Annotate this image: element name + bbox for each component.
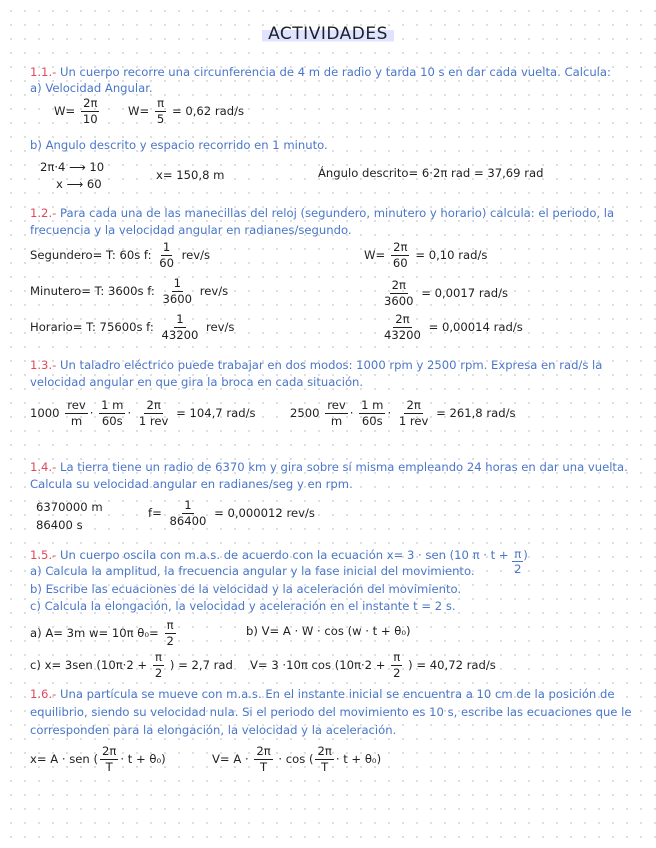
question-1-6-line-3: corresponden para la elongación, la velocidad y la aceleración. (30, 723, 397, 737)
numerator: 1 (184, 498, 192, 512)
q13-calc-a: 1000 $\frac{\text{rev}}{m}$ · $\frac{1 m}{60s}$ · $\frac{2\pi}{\text{1 rev}}$ = 104,7 rad/s (30, 398, 256, 428)
denominator: 2 (514, 562, 522, 576)
fraction (167, 498, 208, 529)
answer-text: V= 3 ·10π cos (10π·2 + (250, 658, 386, 672)
question-text: Una partícula se mueve con m.a.s. En el instante inicial se encuentra a 10 cm de la posición de (60, 687, 615, 701)
numerator: 2π (101, 744, 117, 758)
numerator: π (393, 650, 401, 664)
q15-answer-c2 (250, 650, 496, 681)
numerator: 1 (173, 276, 181, 290)
q16-x-equation (30, 744, 166, 775)
numerator: 1 (176, 312, 184, 326)
question-text: Un cuerpo recorre una circunferencia de 4 m de radio y tarda 10 s en dar cada vuelta. Calcula: (60, 65, 611, 79)
denominator: 86400 (169, 514, 207, 528)
numerator: 1 m (101, 398, 124, 412)
fraction (153, 650, 164, 681)
denominator: 1 rev (398, 414, 429, 428)
q11-x-result: x= 150,8 m (156, 168, 225, 182)
q14-time: 86400 s (36, 518, 83, 532)
question-1-6-line-2: equilibrio, siendo su velocidad nula. Si el periodo del movimiento es 10 s, escribe las ecuaciones que le (30, 705, 632, 719)
fraction (325, 398, 348, 429)
q15-part-b: b) Escribe las ecuaciones de la velocidad y la aceleración del movimiento. (30, 582, 462, 596)
result: ) = 2,7 rad (169, 658, 233, 672)
rule-term: 2π·4 (40, 160, 66, 174)
denominator: 2 (154, 666, 163, 680)
equation-text: V= A · (212, 752, 249, 766)
result: ) = 40,72 rad/s (408, 658, 496, 672)
horario-w (380, 312, 523, 343)
question-1-4 (30, 459, 628, 476)
f-label: f= (148, 506, 162, 520)
question-number: 1.6.- (30, 687, 57, 701)
rule-of-three-row-1 (40, 160, 104, 174)
question-text: La tierra tiene un radio de 6370 km y gira sobre sí misma empleando 24 horas en dar una vuelta. (60, 460, 628, 474)
q15-answer-c1 (30, 650, 233, 681)
denominator: 43200 (161, 328, 199, 342)
q15-answer-b: b) V= A · W · cos (w · t + θ₀) (246, 624, 411, 638)
numerator: π (157, 96, 165, 110)
denominator: 60 (392, 256, 408, 270)
question-1-3-line-2: velocidad angular en que gira la broca en cada situación. (30, 375, 364, 389)
fraction (161, 276, 195, 307)
numerator: π (155, 650, 163, 664)
question-number: 1.4.- (30, 460, 57, 474)
result: = 0,000012 rev/s (214, 506, 315, 520)
segundero-w (364, 240, 487, 271)
unit: rev/s (199, 284, 229, 298)
fraction (359, 398, 385, 429)
fraction (391, 650, 402, 681)
fraction (512, 547, 523, 576)
result: = 0,00014 rad/s (428, 320, 523, 334)
equation-text: · t + θ₀) (335, 752, 382, 766)
question-text: Un taladro eléctrico puede trabajar en dos modos: 1000 rpm y 2500 rpm. Expresa en rad/s la (60, 358, 603, 372)
q14-f (148, 498, 315, 529)
q11-angle-result: Ángulo descrito= 6·2π rad = 37,69 rad (318, 166, 544, 180)
q15-answer-a (30, 618, 178, 649)
numerator: 1 (162, 240, 171, 254)
result: = 104,7 rad/s (176, 406, 256, 420)
denominator: 2 (393, 666, 401, 680)
fraction (164, 618, 175, 649)
unit: rev/s (181, 248, 211, 262)
page-title-text: ACTIVIDADES (262, 24, 394, 44)
numerator: rev (67, 398, 86, 412)
q11-w2 (128, 96, 244, 127)
denominator: T (105, 760, 113, 774)
horario-row (30, 312, 234, 343)
segundero-label: Segundero= T: 60s f: (30, 248, 152, 262)
rule-term: 10 (89, 160, 105, 174)
page-title (0, 24, 656, 44)
question-1-1 (30, 64, 611, 81)
unit: rev/s (206, 320, 235, 334)
fraction (81, 96, 100, 127)
rule-of-three-row-2 (56, 177, 102, 191)
result: = 0,62 rad/s (171, 104, 245, 118)
w-label: W= (128, 104, 150, 118)
arrow-icon: ⟶ (66, 177, 84, 191)
fraction (397, 398, 431, 429)
result: = 0,10 rad/s (415, 248, 488, 262)
closing-parenthesis: ) (523, 548, 528, 562)
numerator: 2π (317, 744, 332, 758)
result: = 261,8 rad/s (436, 406, 516, 420)
fraction (391, 240, 410, 271)
value: 2500 (290, 406, 320, 420)
numerator: 2π (391, 278, 406, 292)
question-text: Un cuerpo oscila con m.a.s. de acuerdo con la ecuación x= 3 · sen (10 π · t + (60, 548, 509, 562)
denominator: 2 (166, 634, 174, 648)
question-1-6 (30, 686, 614, 703)
q15-part-c: c) Calcula la elongación, la velocidad y aceleración en el instante t = 2 s. (30, 599, 456, 613)
fraction (382, 312, 423, 343)
numerator: 2π (256, 744, 271, 758)
q11-part-a: a) Velocidad Angular. (30, 81, 153, 95)
fraction (382, 278, 416, 309)
denominator: 60 (159, 256, 174, 270)
w-label: W= (364, 248, 386, 262)
denominator: 3600 (384, 294, 414, 308)
denominator: 43200 (384, 328, 421, 342)
numerator: 2π (393, 240, 408, 254)
result: = 0,0017 rad/s (421, 286, 509, 300)
q14-radius: 6370000 m (36, 500, 103, 514)
numerator: 2π (406, 398, 421, 412)
denominator: m (330, 414, 343, 428)
question-1-3 (30, 357, 602, 374)
horario-label: Horario= T: 75600s f: (30, 320, 154, 334)
question-1-4-line-2: Calcula su velocidad angular en radianes/seg y en rpm. (30, 477, 353, 491)
answer-text: a) A= 3m w= 10π θ₀= (30, 626, 159, 640)
value: 1000 (30, 406, 60, 420)
numerator: 2π (83, 96, 98, 110)
fraction (137, 398, 171, 429)
fraction (65, 398, 88, 429)
rule-term: x (56, 177, 63, 191)
denominator: 60s (101, 414, 123, 428)
denominator: 10 (82, 112, 98, 126)
question-number: 1.1.- (30, 65, 57, 79)
numerator: 1 m (361, 398, 384, 412)
numerator: π (514, 547, 522, 561)
denominator: 1 rev (138, 414, 169, 428)
denominator: T (259, 760, 268, 774)
fraction (100, 744, 118, 775)
fraction (159, 312, 200, 343)
denominator: 3600 (162, 292, 193, 306)
equation-text: · cos ( (278, 752, 314, 766)
question-number: 1.5.- (30, 548, 57, 562)
segundero-row (30, 240, 210, 271)
question-text: Para cada una de las manecillas del reloj (segundero, minutero y horario) calcula: el periodo, la (60, 206, 615, 220)
fraction (157, 240, 176, 271)
denominator: m (70, 414, 83, 428)
q11-w1 (54, 96, 102, 127)
numerator: rev (327, 398, 346, 412)
arrow-icon: ⟶ (69, 160, 86, 174)
minutero-w (380, 278, 508, 309)
question-1-2 (30, 205, 614, 222)
q15-part-a: a) Calcula la amplitud, la frecuencia angular y la fase inicial del movimiento. (30, 564, 475, 578)
w-label: W= (54, 104, 76, 118)
q11-part-b: b) Angulo descrito y espacio recorrido en 1 minuto. (30, 138, 328, 152)
minutero-label: Minutero= T: 3600s f: (30, 284, 155, 298)
numerator: 2π (146, 398, 161, 412)
question-number: 1.3.- (30, 358, 57, 372)
fraction (99, 398, 125, 429)
numerator: π (166, 618, 174, 632)
numerator: 2π (395, 312, 410, 326)
question-number: 1.2.- (30, 206, 57, 220)
fraction (155, 96, 166, 127)
equation-text: · t + θ₀) (120, 752, 166, 766)
denominator: 60s (361, 414, 383, 428)
q16-v-equation (212, 744, 381, 775)
fraction (254, 744, 272, 775)
fraction (315, 744, 333, 775)
denominator: 5 (156, 112, 165, 126)
denominator: T (321, 760, 329, 774)
equation-text: x= A · sen ( (30, 752, 98, 766)
q13-calc-b: 2500 $\frac{\text{rev}}{m}$ · $\frac{1 m}{60s}$ · $\frac{2\pi}{\text{1 rev}}$ = 261,8 rad/s (290, 398, 516, 428)
minutero-row (30, 276, 228, 307)
rule-term: 60 (86, 177, 102, 191)
answer-text: c) x= 3sen (10π·2 + (30, 658, 148, 672)
question-1-2-line-2: frecuencia y la velocidad angular en radianes/segundo. (30, 223, 352, 237)
